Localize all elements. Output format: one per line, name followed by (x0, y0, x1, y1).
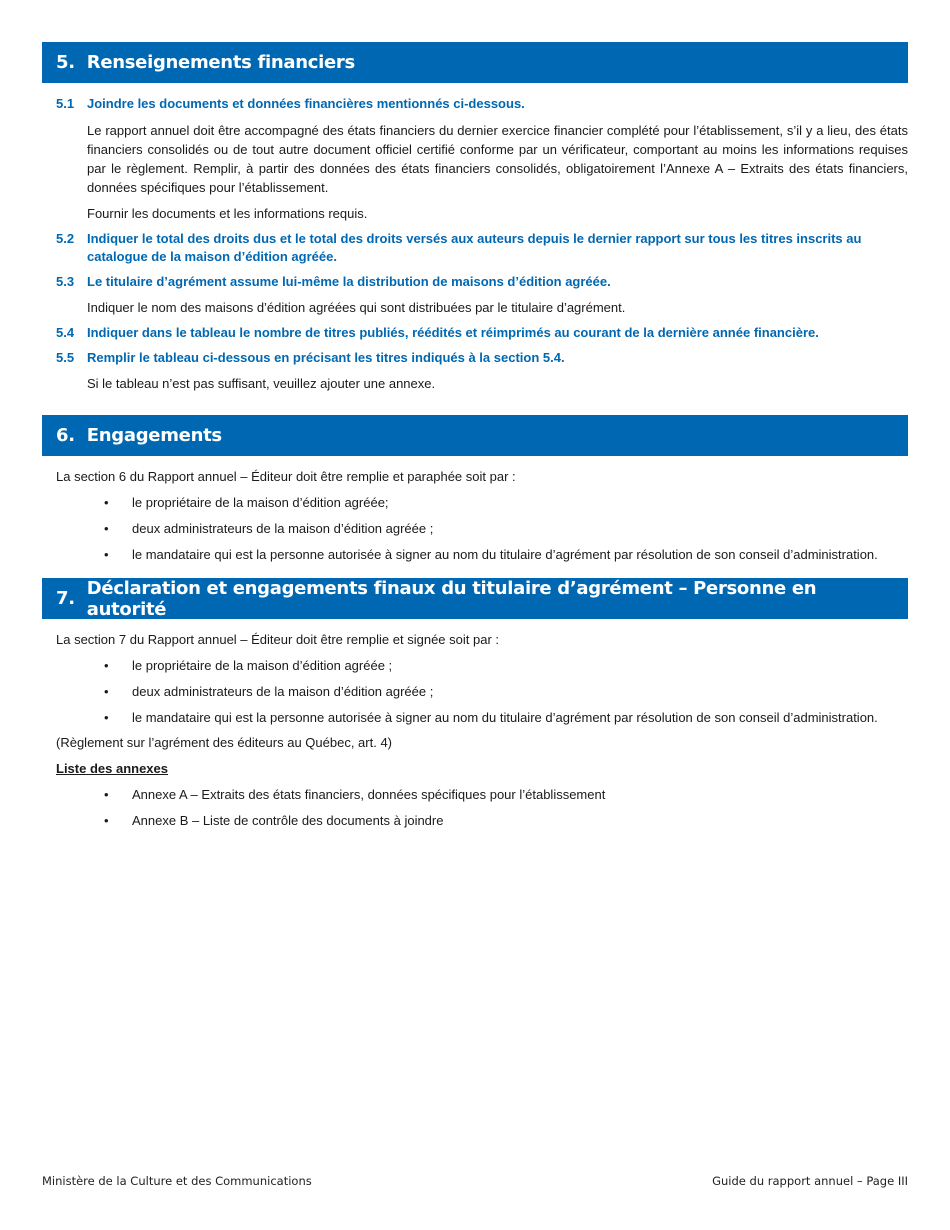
item-5-1-title (56, 95, 908, 113)
section-6-body (42, 467, 908, 564)
item-text: Indiquer dans le tableau le nombre de titres publiés, réédités et réimprimés au courant de la dernière année financière. (87, 325, 819, 340)
item-5-4-title (56, 324, 908, 342)
section-5-number: 5. (56, 52, 75, 73)
paragraph-5-5: Si le tableau n’est pas suffisant, veuillez ajouter une annexe. (87, 376, 436, 391)
section-5-body (42, 95, 908, 393)
list-item: • Annexe B – Liste de contrôle des documents à joindre (104, 813, 444, 828)
section-7-title: Déclaration et engagements finaux du titulaire d’agrément – Personne en autorité (86, 577, 817, 620)
item-number: 5.5 (56, 350, 75, 365)
section-6-header (42, 415, 908, 456)
section-6-bullet-list (56, 493, 908, 564)
section-6-title: Engagements (86, 425, 222, 446)
section-7-bullet-list (56, 656, 908, 727)
section-7-intro: La section 7 du Rapport annuel – Éditeur doit être remplie et signée soit par : (56, 632, 499, 647)
paragraph-5-3: Indiquer le nom des maisons d’édition agréées qui sont distribuées par le titulaire d’agrément. (87, 300, 626, 315)
bullet-icon: • (104, 547, 109, 562)
section-5-header (42, 42, 908, 83)
document-page (42, 42, 908, 830)
item-number: 5.1 (56, 96, 75, 111)
list-item: • le mandataire qui est la personne autorisée à signer au nom du titulaire d’agrément par résolution de son conseil d’administration. (104, 547, 878, 562)
bullet-icon: • (104, 658, 109, 673)
bullet-icon: • (104, 495, 109, 510)
bullet-icon: • (104, 787, 109, 802)
paragraph-5-1-b: Fournir les documents et les informations requis. (87, 206, 368, 221)
item-text: Remplir le tableau ci-dessous en précisant les titres indiqués à la section 5.4. (87, 350, 565, 365)
bullet-icon: • (104, 521, 109, 536)
item-number: 5.4 (56, 325, 75, 340)
item-5-3-title (56, 273, 908, 291)
section-7-header (42, 578, 908, 619)
item-text: Le titulaire d’agrément assume lui-même la distribution de maisons d’édition agréée. (87, 274, 611, 289)
annexes-title: Liste des annexes (56, 761, 168, 776)
list-item: • le mandataire qui est la personne autorisée à signer au nom du titulaire d’agrément par résolution de son conseil d’administration. (104, 710, 878, 725)
item-5-5-title (56, 349, 908, 367)
item-5-2-title (56, 230, 908, 266)
section-7-body (42, 630, 908, 830)
list-item: • Annexe A – Extraits des états financiers, données spécifiques pour l’établissement (104, 787, 606, 802)
footer-ministry: Ministère de la Culture et des Communications (42, 1174, 312, 1188)
bullet-icon: • (104, 813, 109, 828)
footer-page-number: Guide du rapport annuel – Page III (712, 1174, 908, 1188)
item-text: Joindre les documents et données financières mentionnés ci-dessous. (87, 96, 525, 111)
item-text: Indiquer le total des droits dus et le total des droits versés aux auteurs depuis le dernier rapport sur tous les titres inscrits au catalogue de la maison d’édition agréée. (87, 231, 862, 264)
paragraph-5-1-a: Le rapport annuel doit être accompagné des états financiers du dernier exercice financier complété pour l’établissement, s’il y a lieu, des états financiers consolidés ou de tout autre document officiel certifié conforme par un vérificateur, comportant au moins les informations requises par le règlement. Remplir, à partir des données des états financiers consolidés, obligatoirement l’Annexe A – Extraits des états financiers, données spécifiques pour l’établissement. (87, 123, 908, 195)
item-number: 5.2 (56, 231, 75, 246)
list-item: • le propriétaire de la maison d’édition agréée ; (104, 658, 393, 673)
page-footer (42, 1174, 908, 1188)
section-6-number: 6. (56, 425, 75, 446)
bullet-icon: • (104, 684, 109, 699)
list-item: • deux administrateurs de la maison d’édition agréée ; (104, 684, 434, 699)
list-item: • deux administrateurs de la maison d’édition agréée ; (104, 521, 434, 536)
list-item: • le propriétaire de la maison d’édition agréée; (104, 495, 389, 510)
section-6-intro: La section 6 du Rapport annuel – Éditeur doit être remplie et paraphée soit par : (56, 469, 516, 484)
regulation-reference: (Règlement sur l’agrément des éditeurs au Québec, art. 4) (56, 735, 393, 750)
item-number: 5.3 (56, 274, 75, 289)
section-7-number: 7. (56, 588, 75, 609)
annexes-list (56, 785, 908, 830)
section-5-title: Renseignements financiers (86, 52, 355, 73)
bullet-icon: • (104, 710, 109, 725)
